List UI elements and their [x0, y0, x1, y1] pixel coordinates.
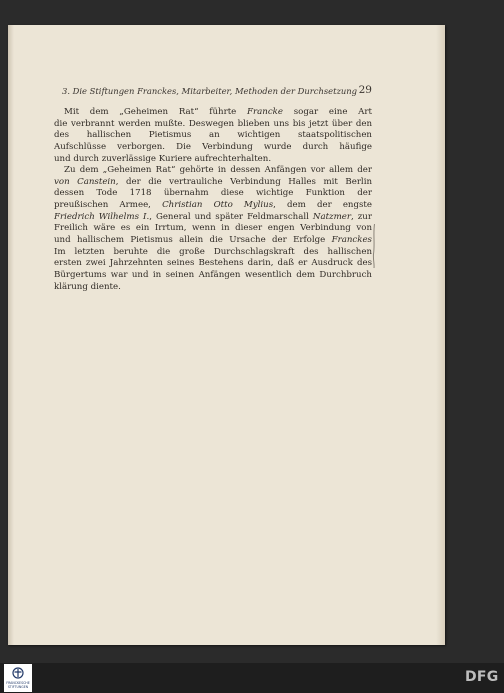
text-line: von Canstein, der die vertrauliche Verbindung Halles mit Berlin	[54, 176, 372, 187]
paragraph-1	[54, 107, 372, 165]
text-line: Freilich wäre es ein Irrtum, wenn in dieser engen Verbindung von	[54, 223, 372, 234]
page-number: 29	[358, 84, 372, 96]
text-line: und durch zuverlässige Kuriere aufrechterhalten.	[54, 153, 272, 164]
running-header	[62, 84, 372, 98]
text-line: und hallischem Pietismus allein die Ursache der Erfolge Franckes	[54, 235, 372, 246]
text-line: Zu dem „Geheimen Rat“ gehörte in dessen Anfängen vor allem der	[64, 165, 372, 176]
page-right-edge	[436, 25, 445, 645]
body-text	[54, 107, 372, 293]
text-line: Aufschlüsse verborgen. Die Verbindung wurde durch häufige	[54, 141, 372, 152]
dfg-logo: DFG	[465, 669, 499, 685]
text-line: des hallischen Pietismus an wichtigen staatspolitischen	[54, 130, 372, 141]
logo-text-line: STIFTUNGEN	[7, 685, 29, 689]
text-line: klärung diente.	[54, 281, 121, 292]
text-line: preußischen Armee, Christian Otto Mylius, dem der engste	[54, 200, 372, 211]
paragraph-2	[54, 165, 372, 293]
viewer-footer-bar	[0, 663, 504, 693]
text-line: dessen Tode 1718 übernahm diese wichtige Funktion der	[54, 188, 372, 199]
text-line: Bürgertums war und in seinen Anfängen wesentlich dem Durchbruch	[54, 269, 372, 280]
text-line: Mit dem „Geheimen Rat“ führte Francke sogar eine Art	[64, 107, 372, 117]
logo-text-line: FRANCKESCHE	[6, 681, 30, 685]
text-line: Im letzten beruhte die große Durchschlagskraft des hallischen	[54, 246, 372, 257]
running-title: 3. Die Stiftungen Franckes, Mitarbeiter, Methoden der Durchsetzung	[62, 86, 358, 96]
franckesche-stiftungen-logo	[4, 664, 32, 692]
pencil-margin-mark	[372, 224, 376, 268]
text-line: Friedrich Wilhelms I., General und später Feldmarschall Natzmer, zur	[54, 211, 372, 222]
text-line: ersten zwei Jahrzehnten seines Bestehens darin, daß er Ausdruck des	[54, 258, 372, 269]
text-line: die verbrannt werden mußte. Deswegen blieben uns bis jetzt über den	[54, 118, 372, 129]
page-gutter-shadow	[8, 25, 14, 645]
logo-mark-icon	[12, 667, 24, 679]
